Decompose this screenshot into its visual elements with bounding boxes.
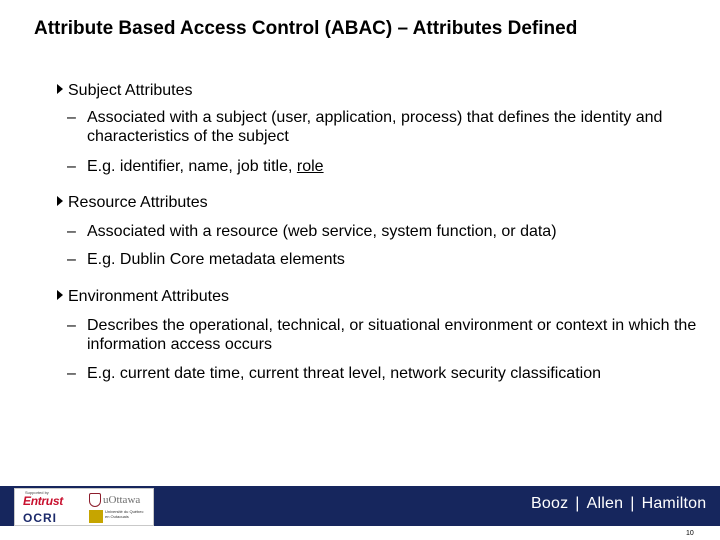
bullet-item [67, 316, 697, 354]
bullet-text [87, 157, 697, 176]
section-heading-label: Subject Attributes [68, 82, 193, 99]
uqo-logo-icon [89, 510, 103, 523]
triangle-bullet-icon [57, 196, 63, 206]
bullet-text: E.g. current date time, current threat level, network security classification [87, 365, 601, 382]
dash-bullet: – [67, 365, 76, 382]
bullet-text: Associated with a resource (web service, system function, or data) [87, 223, 557, 240]
section-heading-label: Environment Attributes [68, 288, 229, 305]
dash-bullet: – [67, 109, 76, 126]
dash-bullet: – [67, 223, 76, 240]
sponsor-logos [14, 488, 154, 526]
bullet-item [67, 222, 697, 241]
section-heading-environment [57, 287, 229, 306]
bullet-item [67, 250, 697, 269]
section-heading-label: Resource Attributes [68, 194, 208, 211]
company-name-part: Allen [586, 495, 624, 512]
company-separator: | [630, 495, 635, 512]
dash-bullet: – [67, 158, 76, 175]
company-logo [531, 495, 706, 513]
underlined-term: role [296, 158, 324, 175]
bullet-item [67, 157, 697, 176]
bullet-text: Associated with a subject (user, application, process) that defines the identity and characteristics of the subject [87, 109, 663, 145]
company-separator: | [575, 495, 580, 512]
bullet-text-prefix: E.g. identifier, name, job title, [87, 158, 297, 175]
dash-bullet: – [67, 317, 76, 334]
slide-title: Attribute Based Access Control (ABAC) – Attributes Defined [34, 18, 578, 39]
uqo-logo-text: Université du Québec en Outaouais [105, 509, 144, 519]
ocri-logo: OCRI [23, 511, 57, 525]
bullet-text: E.g. Dublin Core metadata elements [87, 251, 345, 268]
bullet-text: Describes the operational, technical, or situational environment or context in which the information access occurs [87, 317, 697, 353]
entrust-logo: Entrust [23, 494, 63, 508]
dash-bullet: – [67, 251, 76, 268]
company-name-part: Booz [531, 495, 569, 512]
company-name-part: Hamilton [641, 495, 707, 512]
bullet-item [67, 108, 697, 146]
uottawa-seal-icon [89, 493, 101, 507]
page-number: 10 [686, 530, 694, 537]
supported-by-label: Supported by [25, 490, 49, 495]
triangle-bullet-icon [57, 290, 63, 300]
section-heading-subject [57, 81, 193, 100]
triangle-bullet-icon [57, 84, 63, 94]
uottawa-logo: uOttawa [103, 494, 141, 506]
bullet-item [67, 364, 697, 383]
section-heading-resource [57, 193, 208, 212]
